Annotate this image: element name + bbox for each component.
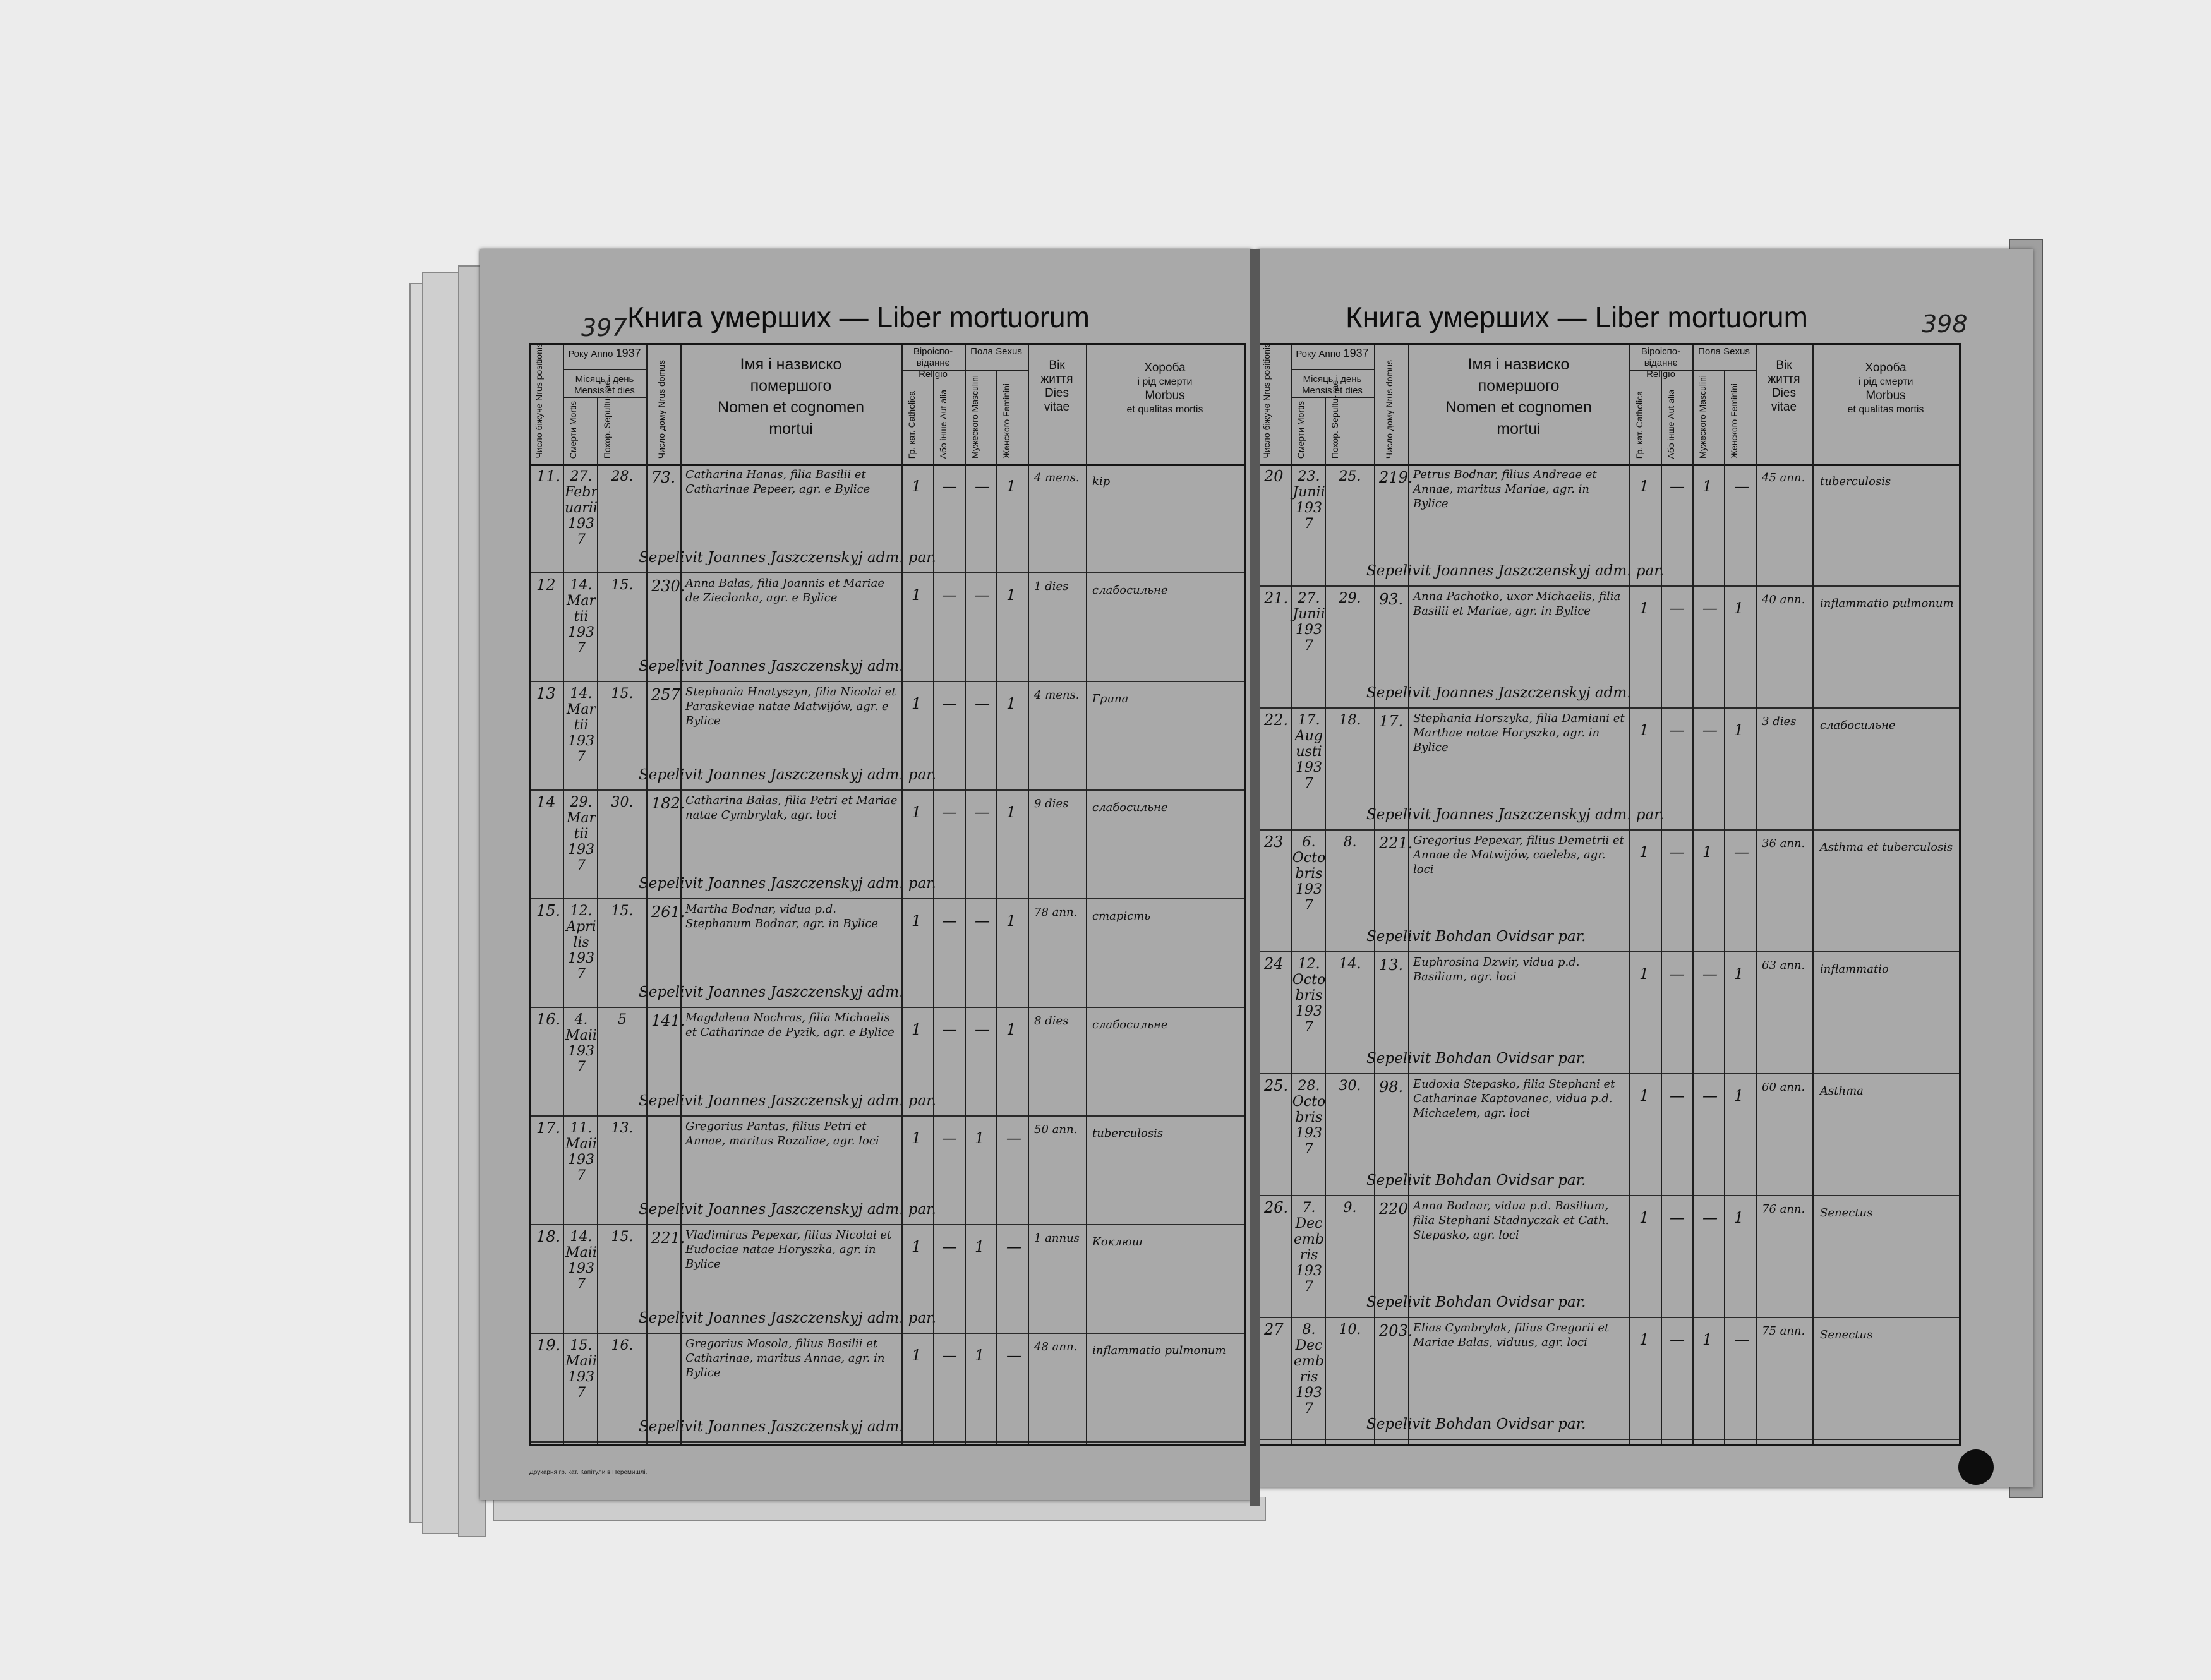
- age-at-death: 78 ann.: [1034, 906, 1078, 919]
- cause-of-death: Senectus: [1820, 1328, 1873, 1341]
- burial-date: 30.: [1339, 1078, 1361, 1094]
- religio-alia: —: [942, 1347, 957, 1364]
- deceased-name: Eudoxia Stepasko, filia Stephani et Catharinae Kaptovanec, vidua p.d. Michaelem, agr. loci: [1413, 1077, 1615, 1120]
- header-masculini: Мужеского Masculini: [1697, 375, 1708, 459]
- table-row: [531, 464, 1244, 573]
- header-age: Вік життя Dies vitae: [1040, 359, 1073, 414]
- sex-masculini: —: [975, 1021, 990, 1038]
- sex-masculini: 1: [975, 1347, 985, 1364]
- sex-masculini: 1: [975, 1238, 985, 1256]
- cause-of-death: Коклюш: [1092, 1235, 1143, 1249]
- sex-feminini: —: [1734, 1331, 1749, 1348]
- religio-catholica: 1: [1639, 477, 1649, 495]
- death-date: 12. Aprilis 1937: [566, 903, 596, 982]
- sex-feminini: 1: [1734, 1209, 1744, 1227]
- religio-catholica: 1: [912, 912, 922, 930]
- table-row: [1259, 1195, 1959, 1318]
- header-gr-kat: Гр. кат. Catholica: [1634, 390, 1644, 459]
- entry-number: 19.: [536, 1336, 561, 1354]
- cause-of-death: слабосильне: [1820, 719, 1896, 732]
- header-sexus: Пола Sexus: [970, 346, 1022, 357]
- burial-date: 10.: [1339, 1322, 1361, 1338]
- header-house: Число дому Nrus domus: [1384, 359, 1394, 459]
- age-at-death: 1 dies: [1034, 580, 1069, 593]
- table-header: [531, 345, 1244, 466]
- burial-officiant-note: Sepelivit Bohdan Ovidsar par.: [1366, 1050, 1586, 1067]
- header-name: Імя і назвиско помершого Nomen et cognomen mortui: [1445, 356, 1593, 438]
- burial-date: 15.: [611, 1229, 634, 1245]
- religio-alia: —: [942, 1238, 957, 1256]
- age-at-death: 3 dies: [1762, 715, 1797, 728]
- sex-feminini: —: [1734, 843, 1749, 861]
- burial-officiant-note: Sepelivit Joannes Jaszczenskyj adm. par.: [639, 1093, 936, 1109]
- header-year: Року Anno 1937: [568, 347, 641, 359]
- sex-masculini: —: [975, 477, 990, 495]
- religio-alia: —: [1670, 965, 1685, 983]
- sex-masculini: —: [975, 803, 990, 821]
- burial-officiant-note: Sepelivit Joannes Jaszczenskyj adm. par.: [639, 875, 936, 892]
- age-at-death: 40 ann.: [1762, 593, 1805, 606]
- religio-alia: —: [1670, 1209, 1685, 1227]
- age-at-death: 63 ann.: [1762, 959, 1805, 972]
- religio-alia: —: [1670, 843, 1685, 861]
- sex-feminini: 1: [1006, 803, 1016, 821]
- religio-alia: —: [1670, 1087, 1685, 1105]
- deceased-name: Stephania Hnatyszyn, filia Nicolai et Paraskeviae natae Matwijów, agr. e Bylice: [685, 685, 896, 728]
- house-number: 73.: [651, 469, 676, 486]
- death-date: 11. Maii 1937: [565, 1120, 597, 1184]
- burial-date: 25.: [1339, 469, 1361, 484]
- age-at-death: 9 dies: [1034, 797, 1069, 810]
- page-title: Книга умерших — Liber mortuorum: [627, 301, 1090, 333]
- death-date: 28. Octobris 1937: [1292, 1078, 1326, 1157]
- cause-of-death: Asthma et tuberculosis: [1820, 841, 1953, 854]
- deceased-name: Anna Bodnar, vidua p.d. Basilium, filia Stephani Stadnyczak et Cath. Stepasko, agr. loci: [1413, 1199, 1610, 1242]
- entry-number: 21.: [1264, 589, 1289, 607]
- death-date: 12. Octobris 1937: [1292, 956, 1326, 1035]
- age-at-death: 36 ann.: [1762, 837, 1805, 850]
- sex-masculini: —: [975, 586, 990, 604]
- deceased-name: Petrus Bodnar, filius Andreae et Annae, maritus Mariae, agr. in Bylice: [1413, 468, 1597, 510]
- entry-number: 27: [1264, 1321, 1284, 1338]
- death-date: 14. Martii 1937: [566, 577, 596, 656]
- sex-masculini: —: [975, 695, 990, 712]
- house-number: 220: [1379, 1200, 1408, 1218]
- header-name: Імя і назвиско помершого Nomen et cognomen mortui: [717, 356, 865, 438]
- entry-number: 17.: [536, 1119, 561, 1137]
- deceased-name: Vladimirus Pepexar, filius Nicolai et Eudociae natae Horyszka, agr. in Bylice: [685, 1228, 892, 1271]
- age-at-death: 1 annus: [1034, 1232, 1080, 1245]
- deceased-name: Magdalena Nochras, filia Michaelis et Catharinae de Pyzik, agr. e Bylice: [685, 1011, 895, 1039]
- house-number: 13.: [1379, 956, 1404, 974]
- sex-feminini: 1: [1006, 1021, 1016, 1038]
- age-at-death: 76 ann.: [1762, 1203, 1805, 1216]
- entry-number: 26.: [1264, 1199, 1289, 1216]
- cause-of-death: inflammatio pulmonum: [1820, 597, 1954, 610]
- house-number: 221.: [651, 1229, 685, 1247]
- burial-date: 18.: [1339, 712, 1361, 728]
- sex-feminini: 1: [1734, 1087, 1744, 1105]
- age-at-death: 48 ann.: [1034, 1340, 1078, 1353]
- table-header: [1259, 345, 1959, 466]
- table-row: [531, 1115, 1244, 1225]
- book-gutter: [1250, 249, 1260, 1506]
- burial-date: 15.: [611, 577, 634, 593]
- burial-date: 15.: [611, 686, 634, 702]
- entry-number: 23: [1264, 833, 1284, 851]
- death-date: 14. Maii 1937: [565, 1229, 597, 1292]
- table-row: [531, 1007, 1244, 1117]
- cause-of-death: слабосильне: [1092, 1018, 1168, 1031]
- printer-imprint: Друкарня гр. кат. Капітули в Перемишлі.: [529, 1469, 648, 1476]
- entry-number: 15.: [536, 902, 561, 920]
- sex-masculini: 1: [1702, 1331, 1713, 1348]
- header-burial: Похор. Sepultu- rae: [1330, 380, 1340, 459]
- header-year: Року Anno 1937: [1296, 347, 1369, 359]
- age-at-death: 50 ann.: [1034, 1123, 1078, 1136]
- deceased-name: Gregorius Pantas, filius Petri et Annae, maritus Rozaliae, agr. loci: [685, 1120, 879, 1148]
- house-number: 17.: [1379, 712, 1404, 730]
- sex-feminini: 1: [1006, 695, 1016, 712]
- religio-alia: —: [1670, 721, 1685, 739]
- religio-catholica: 1: [1639, 721, 1649, 739]
- religio-catholica: 1: [1639, 1087, 1649, 1105]
- religio-alia: —: [942, 912, 957, 930]
- sex-masculini: —: [1702, 1087, 1718, 1105]
- burial-date: 13.: [611, 1120, 634, 1136]
- house-number: 93.: [1379, 591, 1404, 608]
- header-religio: Віроіспо- віданнє Religio: [1641, 346, 1681, 380]
- house-number: 257: [651, 686, 680, 704]
- age-at-death: 4 mens.: [1034, 688, 1080, 702]
- sex-masculini: 1: [1702, 477, 1713, 495]
- sex-feminini: —: [1734, 477, 1749, 495]
- religio-alia: —: [942, 1021, 957, 1038]
- folio-number: 398: [1922, 310, 1968, 338]
- cause-of-death: Грипа: [1092, 692, 1129, 705]
- death-date: 17. Augusti 1937: [1294, 712, 1323, 791]
- deceased-name: Gregorius Pepexar, filius Demetrii et Annae de Matwijów, caelebs, agr. loci: [1413, 834, 1624, 876]
- sex-feminini: —: [1006, 1238, 1021, 1256]
- sex-feminini: 1: [1734, 965, 1744, 983]
- death-date: 8. Decembris 1937: [1294, 1322, 1324, 1417]
- house-number: 98.: [1379, 1078, 1404, 1096]
- burial-date: 8.: [1343, 834, 1357, 850]
- religio-catholica: 1: [912, 586, 922, 604]
- entry-number: 16.: [536, 1011, 561, 1028]
- house-number: 203.: [1379, 1322, 1413, 1340]
- register-table: [529, 343, 1246, 1446]
- header-age: Вік життя Dies vitae: [1768, 359, 1800, 414]
- burial-date: 16.: [611, 1338, 634, 1353]
- table-row: [1259, 1073, 1959, 1196]
- cause-of-death: inflammatio: [1820, 963, 1889, 976]
- header-morbus: Хороба і рід смерти Morbus et qualitas mortis: [1126, 361, 1203, 415]
- sex-masculini: —: [1702, 1209, 1718, 1227]
- religio-catholica: 1: [1639, 965, 1649, 983]
- burial-date: 28.: [611, 469, 634, 484]
- right-page: [1257, 249, 2033, 1487]
- entry-number: 13: [536, 685, 556, 702]
- death-date: 23. Junii 1937: [1292, 469, 1325, 532]
- death-date: 27. Februarii 1937: [565, 469, 598, 548]
- cause-of-death: слабосильне: [1092, 584, 1168, 597]
- death-date: 29. Martii 1937: [566, 795, 596, 873]
- religio-alia: —: [1670, 477, 1685, 495]
- deceased-name: Martha Bodnar, vidua p.d. Stephanum Bodnar, agr. in Bylice: [685, 903, 879, 930]
- header-feminini: Женского Feminini: [1729, 383, 1739, 459]
- religio-alia: —: [942, 803, 957, 821]
- table-row: [1259, 464, 1959, 587]
- table-row: [531, 572, 1244, 682]
- death-date: 6. Octobris 1937: [1292, 834, 1326, 913]
- burial-date: 30.: [611, 795, 634, 810]
- table-row: [531, 1333, 1244, 1443]
- burial-officiant-note: Sepelivit Bohdan Ovidsar par.: [1366, 1416, 1586, 1432]
- house-number: 219.: [1379, 469, 1413, 486]
- death-date: 15. Maii 1937: [565, 1338, 597, 1401]
- entry-number: 18.: [536, 1228, 561, 1245]
- header-gr-kat: Гр. кат. Catholica: [907, 390, 917, 459]
- religio-alia: —: [942, 586, 957, 604]
- header-nr-positionis: Число біжуче Nrus positionis: [1262, 343, 1272, 459]
- header-death: Смерти Mortis: [568, 400, 578, 459]
- punch-hole: [1958, 1449, 1994, 1485]
- header-feminini: Женского Feminini: [1001, 383, 1011, 459]
- religio-alia: —: [942, 1129, 957, 1147]
- religio-alia: —: [1670, 1331, 1685, 1348]
- sex-masculini: —: [1702, 721, 1718, 739]
- house-number: 261.: [651, 903, 685, 921]
- sex-feminini: 1: [1734, 721, 1744, 739]
- book-stack-edge: [493, 1497, 1266, 1521]
- table-row: [531, 789, 1244, 899]
- header-nr-positionis: Число біжуче Nrus positionis: [534, 343, 544, 459]
- religio-alia: —: [1670, 599, 1685, 617]
- house-number: 230.: [651, 577, 685, 595]
- entry-number: 22.: [1264, 711, 1289, 729]
- burial-date: 5: [618, 1012, 627, 1028]
- cause-of-death: слабосильне: [1092, 801, 1168, 814]
- burial-officiant-note: Sepelivit Joannes Jaszczenskyj adm. par.: [1366, 807, 1664, 823]
- deceased-name: Gregorius Mosola, filius Basilii et Catharinae, maritus Annae, agr. in Bylice: [685, 1337, 885, 1379]
- burial-date: 14.: [1339, 956, 1361, 972]
- left-page: [480, 249, 1252, 1500]
- sex-feminini: 1: [1006, 586, 1016, 604]
- sex-masculini: 1: [1702, 843, 1713, 861]
- cause-of-death: inflammatio pulmonum: [1092, 1344, 1226, 1357]
- religio-catholica: 1: [912, 477, 922, 495]
- table-row: [1259, 585, 1959, 709]
- burial-officiant-note: Sepelivit Bohdan Ovidsar par.: [1366, 928, 1586, 945]
- header-house: Число дому Nrus domus: [656, 359, 666, 459]
- table-row: [1259, 951, 1959, 1074]
- burial-officiant-note: Sepelivit Joannes Jaszczenskyj adm. par.: [1366, 563, 1664, 579]
- death-date: 27. Junii 1937: [1292, 591, 1325, 654]
- deceased-name: Anna Pachotko, uxor Michaelis, filia Basilii et Mariae, agr. in Bylice: [1413, 590, 1621, 618]
- header-masculini: Мужеского Masculini: [970, 375, 980, 459]
- cause-of-death: Senectus: [1820, 1206, 1873, 1220]
- sex-feminini: 1: [1006, 912, 1016, 930]
- register-table: [1257, 343, 1961, 1446]
- house-number: 182.: [651, 795, 685, 812]
- burial-officiant-note: Sepelivit Joannes Jaszczenskyj adm. par.: [639, 767, 936, 783]
- burial-date: 15.: [611, 903, 634, 919]
- age-at-death: 4 mens.: [1034, 471, 1080, 484]
- sex-masculini: 1: [975, 1129, 985, 1147]
- entry-number: 25.: [1264, 1077, 1289, 1095]
- sex-masculini: —: [975, 912, 990, 930]
- open-register-book: [480, 249, 2033, 1500]
- religio-catholica: 1: [912, 1238, 922, 1256]
- sex-feminini: 1: [1006, 477, 1016, 495]
- entry-number: 20: [1264, 467, 1284, 485]
- entry-number: 11.: [536, 467, 561, 485]
- religio-catholica: 1: [912, 1021, 922, 1038]
- sex-masculini: —: [1702, 965, 1718, 983]
- burial-date: 29.: [1339, 591, 1361, 606]
- religio-catholica: 1: [912, 1347, 922, 1364]
- header-burial: Похор. Sepultu- rae: [602, 380, 612, 459]
- religio-catholica: 1: [1639, 843, 1649, 861]
- burial-officiant-note: Sepelivit Bohdan Ovidsar par.: [1366, 1294, 1586, 1311]
- religio-alia: —: [942, 477, 957, 495]
- death-date: 14. Martii 1937: [566, 686, 596, 765]
- deceased-name: Anna Balas, filia Joannis et Mariae de Zieclonka, agr. e Bylice: [685, 577, 884, 604]
- cause-of-death: tuberculosis: [1092, 1127, 1164, 1140]
- death-date: 4. Maii 1937: [565, 1012, 597, 1075]
- sex-feminini: 1: [1734, 599, 1744, 617]
- religio-catholica: 1: [1639, 599, 1649, 617]
- age-at-death: 75 ann.: [1762, 1324, 1805, 1338]
- sex-feminini: —: [1006, 1129, 1021, 1147]
- entry-number: 24: [1264, 955, 1284, 973]
- deceased-name: Elias Cymbrylak, filius Gregorii et Mariae Balas, viduus, agr. loci: [1413, 1321, 1610, 1349]
- burial-officiant-note: Sepelivit Joannes Jaszczenskyj adm.: [639, 984, 904, 1000]
- burial-officiant-note: Sepelivit Joannes Jaszczenskyj adm.: [639, 1419, 904, 1435]
- age-at-death: 45 ann.: [1762, 471, 1805, 484]
- header-month-day: Місяць і день Mensis et dies: [1302, 374, 1363, 396]
- cause-of-death: старість: [1092, 909, 1151, 923]
- header-sexus: Пола Sexus: [1698, 346, 1750, 357]
- header-religio: Віроіспо- віданнє Religio: [913, 346, 953, 380]
- religio-catholica: 1: [912, 695, 922, 712]
- table-row: [1259, 829, 1959, 952]
- burial-officiant-note: Sepelivit Joannes Jaszczenskyj adm. par.: [639, 1201, 936, 1218]
- header-morbus: Хороба і рід смерти Morbus et qualitas mortis: [1847, 361, 1924, 415]
- burial-officiant-note: Sepelivit Joannes Jaszczenskyj adm. par.: [639, 549, 936, 566]
- sex-masculini: —: [1702, 599, 1718, 617]
- page-title: Книга умерших — Liber mortuorum: [1346, 301, 1808, 333]
- religio-catholica: 1: [912, 803, 922, 821]
- folio-number: 397: [581, 314, 627, 342]
- house-number: 141.: [651, 1012, 685, 1029]
- deceased-name: Stephania Horszyka, filia Damiani et Marthae natae Horyszka, agr. in Bylice: [1413, 712, 1625, 754]
- entry-number: 14: [536, 793, 556, 811]
- death-date: 7. Decembris 1937: [1294, 1200, 1324, 1295]
- age-at-death: 8 dies: [1034, 1014, 1069, 1028]
- burial-officiant-note: Sepelivit Joannes Jaszczenskyj adm.: [639, 658, 904, 675]
- sex-feminini: —: [1006, 1347, 1021, 1364]
- cause-of-death: tuberculosis: [1820, 475, 1891, 488]
- deceased-name: Catharina Hanas, filia Basilii et Catharinae Pepeer, agr. e Bylice: [685, 468, 871, 496]
- burial-officiant-note: Sepelivit Joannes Jaszczenskyj adm. par.: [639, 1310, 936, 1326]
- religio-catholica: 1: [1639, 1209, 1649, 1227]
- religio-catholica: 1: [1639, 1331, 1649, 1348]
- deceased-name: Euphrosina Dzwir, vidua p.d. Basilium, agr. loci: [1413, 956, 1580, 983]
- table-row: [531, 1224, 1244, 1334]
- age-at-death: 60 ann.: [1762, 1081, 1805, 1094]
- header-aut-alia: Або інше Aut alia: [938, 389, 948, 459]
- table-row: [531, 898, 1244, 1008]
- religio-catholica: 1: [912, 1129, 922, 1147]
- house-number: 221.: [1379, 834, 1413, 852]
- table-row: [1259, 1317, 1959, 1440]
- burial-date: 9.: [1343, 1200, 1357, 1216]
- deceased-name: Catharina Balas, filia Petri et Mariae natae Cymbrylak, agr. loci: [685, 794, 898, 822]
- religio-alia: —: [942, 695, 957, 712]
- burial-officiant-note: Sepelivit Bohdan Ovidsar par.: [1366, 1172, 1586, 1189]
- header-aut-alia: Або інше Aut alia: [1666, 389, 1676, 459]
- header-month-day: Місяць і день Mensis et dies: [574, 374, 635, 396]
- entry-number: 12: [536, 576, 556, 594]
- burial-officiant-note: Sepelivit Joannes Jaszczenskyj adm.: [1366, 685, 1632, 701]
- table-row: [1259, 707, 1959, 831]
- cause-of-death: Asthma: [1820, 1084, 1864, 1098]
- header-death: Смерти Mortis: [1296, 400, 1306, 459]
- table-row: [531, 681, 1244, 791]
- cause-of-death: kip: [1092, 475, 1111, 488]
